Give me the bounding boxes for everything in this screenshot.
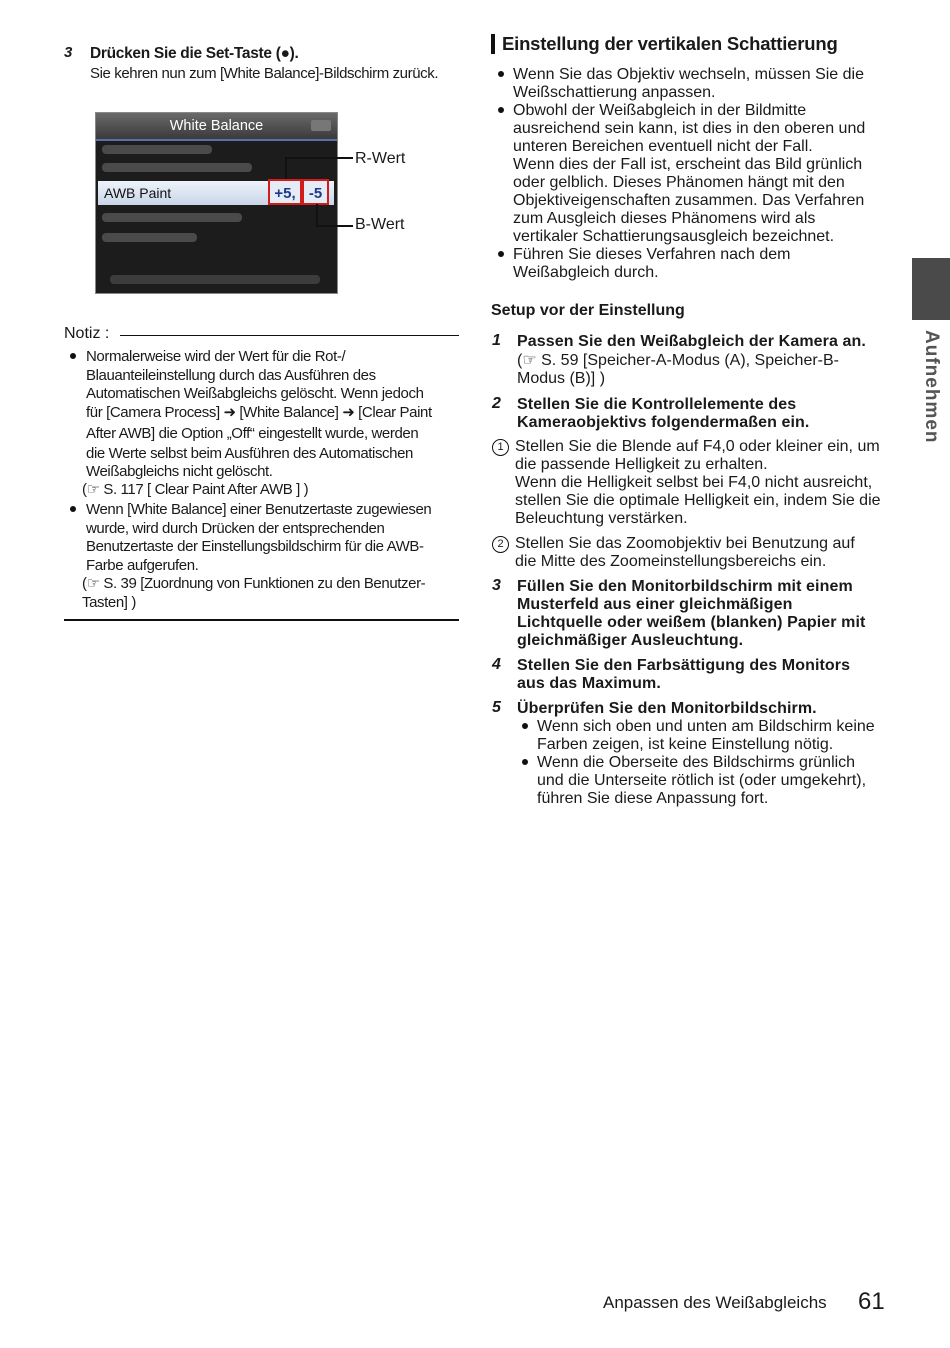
step-1-title: Passen Sie den Weißabgleich der Kamera an.	[517, 333, 866, 350]
page-number: 61	[858, 1288, 885, 1315]
intro-bullet-2: Obwohl der Weißabgleich in der Bildmitte ausreichend sein kann, ist dies in den oberen und unteren Bereichen eventuell nicht der Fall. Wenn dies der Fall ist, erscheint das Bild grünlich oder gelblich. Dieses Phänomen hängt mit den Objektiveigenschaften zusammen. Das Verfahren zum Ausgleich dieses Phänomens wird als vertikaler Schattierungsausgleich bezeichnet.	[513, 102, 866, 245]
selected-menu-item: AWB Paint	[98, 181, 334, 205]
bullet-dot	[498, 107, 504, 113]
footer-section-title: Anpassen des Weißabgleichs	[603, 1293, 827, 1312]
step-1-ref: (☞ S. 59 [Speicher-A-Modus (A), Speicher-B- Modus (B)] )	[517, 352, 840, 387]
notiz-ref-2: (☞ S. 39 [Zuordnung von Funktionen zu den Benutzer- Tasten] )	[82, 575, 426, 611]
heading-bar	[491, 34, 495, 54]
notiz-rule-top	[120, 335, 459, 336]
bullet-dot	[70, 353, 76, 359]
notiz-bullet-2: Wenn [White Balance] einer Benutzertaste zugewiesen wurde, wird durch Drücken der entsprechenden Benutzertaste der Einstellungsbildschirm für die AWB- Farbe aufgerufen.	[86, 501, 432, 574]
step-number: 3	[492, 577, 501, 594]
step-5-bullet-1: Wenn sich oben und unten am Bildschirm keine Farben zeigen, ist keine Einstellung nötig.	[537, 718, 875, 753]
bullet-dot	[70, 506, 76, 512]
intro-bullet-1: Wenn Sie das Objektiv wechseln, müssen Sie die Weißschattierung anpassen.	[513, 66, 864, 101]
b-value-box: -5	[302, 179, 329, 205]
b-value-label: B-Wert	[355, 216, 405, 233]
notiz-rule-bottom	[64, 619, 459, 621]
step-2-title: Stellen Sie die Kontrollelemente des Kameraobjektivs folgendermaßen ein.	[517, 396, 810, 431]
setup-heading: Setup vor der Einstellung	[491, 302, 685, 319]
r-callout-vertical	[285, 158, 287, 179]
blurred-menu-row	[102, 213, 242, 222]
r-value-label: R-Wert	[355, 150, 406, 167]
step-title: Drücken Sie die Set-Taste (●).	[90, 45, 299, 62]
bullet-dot	[522, 759, 528, 765]
notiz-label: Notiz :	[64, 325, 110, 342]
step-number: 1	[492, 332, 501, 349]
intro-bullet-3: Führen Sie dieses Verfahren nach dem Weißabgleich durch.	[513, 246, 791, 281]
r-callout-horizontal	[285, 157, 353, 159]
step-number: 5	[492, 699, 501, 716]
bullet-dot	[498, 251, 504, 257]
r-value-box: +5,	[268, 179, 302, 205]
step-number: 2	[492, 395, 501, 412]
step-3-title: Füllen Sie den Monitorbildschirm mit einem Musterfeld aus einer gleichmäßigen Lichtquelle oder weißem (blanken) Papier mit gleichmäßiger Ausleuchtung.	[517, 578, 866, 649]
blurred-menu-row	[102, 145, 212, 154]
step-text: Sie kehren nun zum [White Balance]-Bildschirm zurück.	[90, 65, 439, 82]
b-callout-horizontal	[316, 225, 353, 227]
step-5-bullet-2: Wenn die Oberseite des Bildschirms grünlich und die Unterseite rötlich ist (oder umgekehrt), führen Sie diese Anpassung fort.	[537, 754, 867, 807]
blurred-menu-row	[102, 233, 197, 242]
blurred-menu-row	[102, 163, 252, 172]
step-4-title: Stellen Sie den Farbsättigung des Monitors aus das Maximum.	[517, 657, 851, 692]
b-callout-vertical	[316, 204, 318, 226]
circled-number: 1	[492, 439, 509, 456]
side-tab-marker	[912, 258, 950, 320]
sub-step-1: Stellen Sie die Blende auf F4,0 oder kleiner ein, um die passende Helligkeit zu erhalten. Wenn die Helligkeit selbst bei F4,0 nicht ausreicht, stellen Sie die optimale Helligkeit ein, indem Sie die Beleuchtung verstärken.	[515, 438, 881, 527]
step-number: 4	[492, 656, 501, 673]
screen-badge-icon	[311, 120, 331, 131]
bullet-dot	[522, 723, 528, 729]
bullet-dot	[498, 71, 504, 77]
section-heading: Einstellung der vertikalen Schattierung	[502, 33, 838, 54]
notiz-bullet-1: Normalerweise wird der Wert für die Rot-/ Blauanteileinstellung durch das Ausführen des Automatischen Weißabgleichs gelöscht. Wenn jedoch für [Camera Process] ➜ [White Balance] ➜ [Clear Paint After AWB] die Option „Off“ eingestellt wurde, werden die Werte selbst beim Ausführen des Automatischen Weißabgleichs nicht gelöscht.	[86, 348, 432, 480]
notiz-ref-1: (☞ S. 117 [ Clear Paint After AWB ] )	[82, 481, 309, 498]
side-tab-label: Aufnehmen	[921, 330, 942, 444]
blurred-menu-row	[110, 275, 320, 284]
step-5-title: Überprüfen Sie den Monitorbildschirm.	[517, 700, 817, 717]
screen-title: White Balance	[96, 113, 337, 141]
step-number: 3	[64, 44, 73, 61]
circled-number: 2	[492, 536, 509, 553]
white-balance-screenshot	[95, 112, 338, 294]
sub-step-2: Stellen Sie das Zoomobjektiv bei Benutzung auf die Mitte des Zoomeinstellungsbereichs ein.	[515, 535, 855, 570]
